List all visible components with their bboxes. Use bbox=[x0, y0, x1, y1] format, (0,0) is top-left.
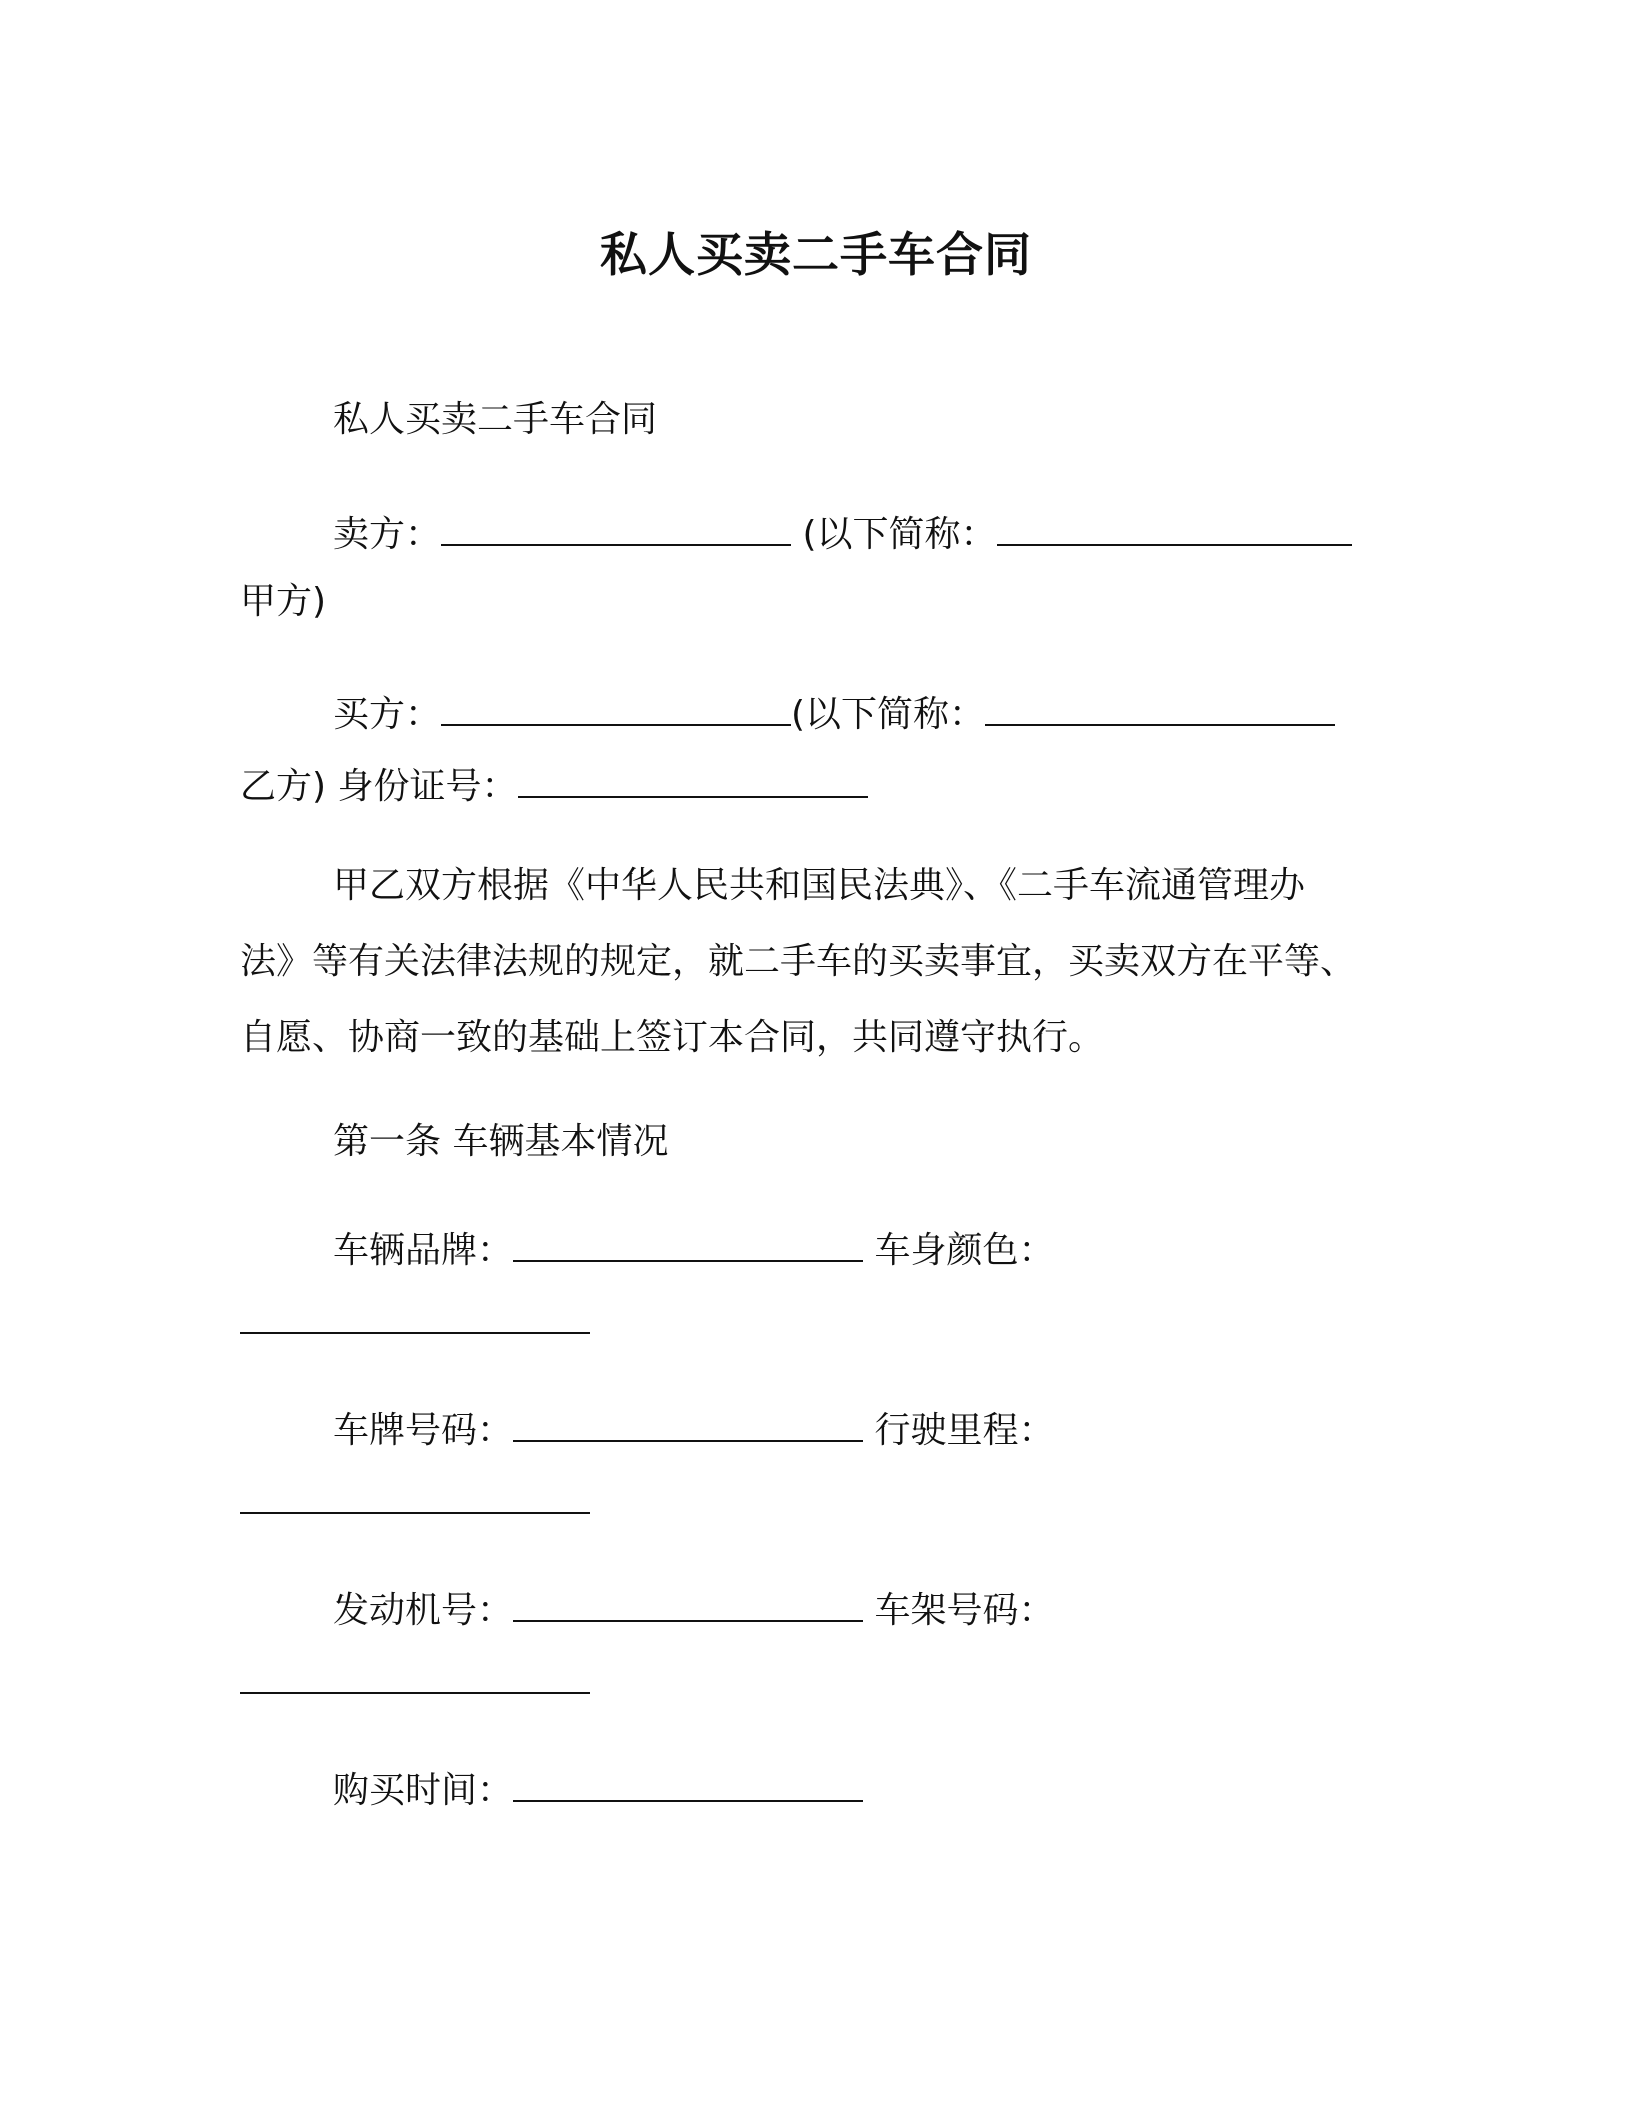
buyer-party-tail-line bbox=[240, 764, 868, 805]
brand-color-line bbox=[333, 1228, 1054, 1269]
buyer-abbrev-label: (以下简称： bbox=[791, 694, 986, 735]
buyer-name-blank[interactable] bbox=[441, 692, 791, 726]
seller-label: 卖方： bbox=[333, 514, 442, 555]
color-label: 车身颜色： bbox=[874, 1230, 1055, 1271]
brand-label: 车辆品牌： bbox=[333, 1230, 514, 1271]
mileage-label: 行驶里程： bbox=[874, 1410, 1055, 1451]
color-blank-line bbox=[240, 1300, 590, 1341]
seller-name-blank[interactable] bbox=[441, 512, 791, 546]
subtitle-text: 私人买卖二手车合同 bbox=[333, 399, 658, 440]
engine-frame-line bbox=[333, 1588, 1054, 1629]
buyer-party-tail: 乙方) bbox=[240, 766, 327, 807]
seller-party-tail-line bbox=[240, 581, 327, 622]
intro-line-1 bbox=[333, 865, 1306, 906]
id-label: 身份证号： bbox=[337, 766, 518, 807]
intro-text-1: 甲乙双方根据《中华人民共和国民法典》、《二手车流通管理办 bbox=[333, 865, 1306, 906]
purchase-time-line bbox=[333, 1768, 863, 1809]
page-title: 私人买卖二手车合同 bbox=[600, 228, 1032, 283]
id-number-blank[interactable] bbox=[518, 764, 868, 798]
plate-blank[interactable] bbox=[513, 1408, 863, 1442]
intro-text-3: 自愿、协商一致的基础上签订本合同，共同遵守执行。 bbox=[240, 1017, 1105, 1058]
brand-blank[interactable] bbox=[513, 1228, 863, 1262]
seller-abbrev-label: (以下简称： bbox=[802, 514, 997, 555]
seller-line bbox=[333, 512, 1352, 553]
engine-label: 发动机号： bbox=[333, 1590, 514, 1631]
plate-label: 车牌号码： bbox=[333, 1410, 514, 1451]
frame-label: 车架号码： bbox=[874, 1590, 1055, 1631]
seller-abbrev-blank[interactable] bbox=[997, 512, 1352, 546]
subtitle bbox=[333, 399, 658, 440]
color-blank[interactable] bbox=[240, 1300, 590, 1334]
plate-mileage-line bbox=[333, 1408, 1054, 1449]
frame-blank[interactable] bbox=[240, 1660, 590, 1694]
seller-party-tail: 甲方) bbox=[240, 581, 327, 622]
buyer-abbrev-blank[interactable] bbox=[985, 692, 1335, 726]
intro-text-2: 法》等有关法律法规的规定，就二手车的买卖事宜，买卖双方在平等、 bbox=[240, 941, 1357, 982]
intro-line-2 bbox=[240, 941, 1357, 982]
mileage-blank-line bbox=[240, 1480, 590, 1521]
purchase-time-label: 购买时间： bbox=[333, 1770, 514, 1811]
buyer-line bbox=[333, 692, 1335, 733]
mileage-blank[interactable] bbox=[240, 1480, 590, 1514]
buyer-label: 买方： bbox=[333, 694, 442, 735]
purchase-time-blank[interactable] bbox=[513, 1768, 863, 1802]
article1-heading bbox=[333, 1121, 669, 1162]
article1-title: 第一条 车辆基本情况 bbox=[333, 1121, 669, 1162]
intro-line-3 bbox=[240, 1017, 1105, 1058]
frame-blank-line bbox=[240, 1660, 590, 1701]
engine-blank[interactable] bbox=[513, 1588, 863, 1622]
